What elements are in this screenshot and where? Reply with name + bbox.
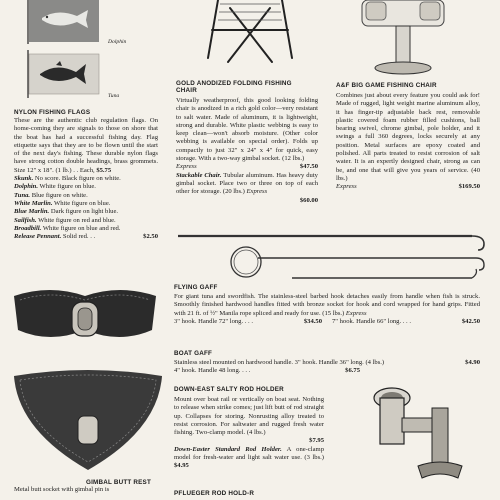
dolphin-flag-illustration <box>22 0 142 44</box>
boat-gaff-line-1: Stainless steel mounted on hardwood handle. 3" hook. Handle 36" long. (4 lbs.) $4.90 <box>174 359 480 366</box>
flag-list <box>14 175 158 241</box>
folding-chair-illustration <box>200 0 300 66</box>
gimbal-butt-rest-title: GIMBAL BUTT REST <box>86 479 152 486</box>
folding-chair-description: Virtually weatherproof, this good looking folding chair is anodized in a rich gold color—very resistant to salt water. Made of aluminum, it is lightweight, strong and durable. White plastic webbing is easy to keep clean—won't absorb moisture. (Other color webbing is available on special order). Folds up compactly to just 32" x 24" x 4" for quick, easy storage. With a two-way gimbal socket. (12 lbs.) <box>176 97 318 163</box>
pflueger-title: PFLUEGER ROD HOLD-R <box>174 490 255 497</box>
flag-item-tuna: Tuna. Blue figure on white. <box>14 191 88 199</box>
rod-holder-description: Mount over boat rail or vertically on boat seat. Nothing to release when strike comes; just lift butt of rod straight up. Collapses for storing. Nonrusting alloy treated to resist corrosion. For saltwater and rugged fresh water fishing. Two-clamp model. (4 lbs.) <box>174 396 324 437</box>
tuna-flag-illustration <box>22 50 142 98</box>
flag-item-sailfish: Sailfish. White figure on red and blue. <box>14 216 116 224</box>
nylon-flags-block <box>14 117 158 241</box>
flag-item-skunk: Skunk. No score. Black figure on white. <box>14 175 121 183</box>
rod-holder-block <box>174 386 324 471</box>
rod-holder-price: $7.95 <box>309 437 324 445</box>
stackable-chair-description: Stackable Chair. Tubular aluminum. Has heavy duty gimbal socket. Place two or three on top of each other for storage. (20 lbs.) Express <box>176 171 318 196</box>
big-game-chair-illustration <box>348 0 458 76</box>
rod-holder-illustration <box>358 378 478 490</box>
dolphin-caption: Dolphin <box>108 39 127 45</box>
boat-gaff-line-2: 4" hook. Handle 48 long. . . . $6.75 <box>174 367 360 375</box>
nylon-flags-title: NYLON FISHING FLAGS <box>14 109 91 116</box>
flying-gaff-title: FLYING GAFF <box>174 284 218 291</box>
nylon-flags-price: $5.75 <box>96 166 112 174</box>
boat-gaff-title: BOAT GAFF <box>174 350 213 357</box>
folding-chair-price-line: Express $47.50 <box>176 163 318 171</box>
flag-item-release-pennant: Release Pennant. Solid red. . . $2.50 <box>14 233 158 241</box>
big-game-chair-title: A&F BIG GAME FISHING CHAIR <box>336 82 437 89</box>
nylon-flags-description: These are the authentic club regulation flags. On home-coming they are signals to those on shore that the boat has had a successful fishing day. Flag etiquette says that they are to be flown until the start of the next day's fishing. These durable nylon flags have strong cotton double headings, brass grommets. Size 12" x 18". (1 lb.) . . Each, $5.75 <box>14 117 158 174</box>
big-game-chair-block <box>336 82 480 192</box>
gimbal-butt-rest-description: Metal butt socket with gimbal pin is <box>14 486 110 493</box>
gimbal-butt-rest-block <box>14 479 164 494</box>
gaff-illustration <box>172 228 486 284</box>
folding-chair-block <box>176 80 318 205</box>
flag-item-dolphin: Dolphin. White figure on blue. <box>14 183 96 191</box>
flying-gaff-options: 3" hook. Handle 72" long. . . . $34.50 7" hook. Handle 66" long. . . . $42.50 <box>174 317 480 325</box>
flag-item-broadbill: Broadbill. White figure on blue and red. <box>14 224 121 232</box>
belt-rest-illustration <box>10 284 160 356</box>
gimbal-butt-rest-illustration <box>8 366 168 476</box>
flying-gaff-description: For giant tuna and swordfish. The stainless-steel barbed hook detaches easily from handle when fish is struck. Smoothly finished hardwood handles fitted with bronze socket for hook and cord wrapped for hand grips. Fitted with 21 ft. of ½" Manila rope spliced and ready for use. (15 lbs.) Express <box>174 293 480 317</box>
flag-item-blue-marlin: Blue Marlin. Dark figure on light blue. <box>14 208 119 216</box>
folding-chair-title: GOLD ANODIZED FOLDING FISHING CHAIR <box>176 80 292 94</box>
flag-item-white-marlin: White Marlin. White figure on blue. <box>14 199 111 207</box>
big-game-chair-price-line: Express $169.50 <box>336 183 480 191</box>
big-game-chair-description: Combines just about every feature you could ask for! Made of rugged, light weight marine aluminum alloy, it has finger-tip adjustable back rest, removable plastic covered foam rubber filled cushions, ball bearing swivel, chrome gimbal, pole holder, and it swings a full 360 degrees, locks securely at any position. Metal surfaces are epoxy coated and polished. All parts treated to resist corrosion of salt water. It is an expertly designed chair, strong as can be, and one that will give you years of service. (40 lbs.) <box>336 92 480 182</box>
boat-gaff-block <box>174 350 480 376</box>
flying-gaff-block <box>174 284 480 326</box>
standard-rod-holder-description: Down-Easter Standard Rod Holder. A one-clamp model for fresh-water and light salt water use. (3 lbs.) $4.95 <box>174 445 324 470</box>
rod-holder-title: DOWN-EAST SALTY ROD HOLDER <box>174 386 284 393</box>
tuna-caption: Tuna <box>108 93 120 99</box>
stackable-chair-price: $60.00 <box>299 196 318 204</box>
